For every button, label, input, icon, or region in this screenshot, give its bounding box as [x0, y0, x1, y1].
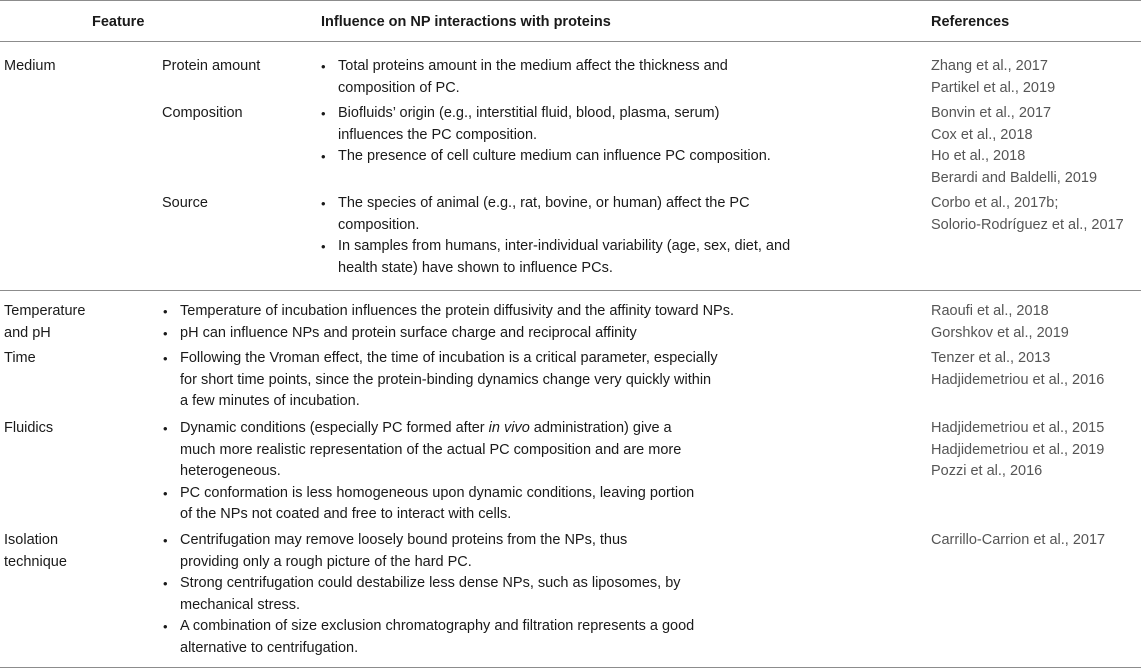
reference: Gorshkov et al., 2019 — [931, 324, 1069, 341]
fluidics-bullets — [158, 418, 698, 526]
sub-source: Source — [162, 195, 208, 211]
reference: Zhang et al., 2017 — [931, 58, 1048, 74]
composition-refs — [931, 103, 1097, 189]
temperature-refs — [931, 301, 1069, 344]
medium-rule — [0, 290, 1141, 291]
bullet-icon: • — [321, 106, 326, 121]
reference: Berardi and Baldelli, 2019 — [931, 169, 1098, 186]
time-bullets — [158, 348, 718, 413]
source-refs — [931, 193, 1124, 236]
reference: Solorio-Rodríguez et al., 2017 — [931, 216, 1124, 233]
list-item: • Biofluids’ origin (e.g., interstitial fluid, blood, plasma, serum) influences the PC composition. — [321, 105, 720, 143]
bullet-icon: • — [163, 619, 168, 634]
reference: Corbo et al., 2017b; — [931, 195, 1059, 211]
feature-time: Time — [4, 350, 36, 366]
list-item: • The presence of cell culture medium can influence PC composition. — [316, 146, 806, 168]
bullet-icon: • — [163, 351, 168, 366]
protein-amount-refs — [931, 56, 1055, 99]
list-item: • Strong centrifugation could destabilize less dense NPs, such as liposomes, by mechanical stress. — [163, 575, 681, 613]
bullet-icon: • — [163, 325, 168, 341]
isolation-refs — [931, 530, 1105, 552]
header-references: References — [931, 14, 1010, 30]
composition-bullets — [316, 103, 806, 168]
reference: Bonvin et al., 2017 — [931, 105, 1052, 121]
time-refs — [931, 348, 1104, 391]
reference: Cox et al., 2018 — [931, 126, 1033, 143]
sub-protein-amount: Protein amount — [162, 58, 261, 74]
bullet-icon: • — [321, 149, 326, 164]
reference: Pozzi et al., 2016 — [931, 463, 1043, 479]
header-influence: Influence on NP interactions with proteins — [321, 14, 611, 30]
isolation-bullets — [158, 530, 698, 659]
header-rule — [0, 41, 1141, 42]
bullet-icon: • — [321, 196, 326, 211]
source-bullets — [316, 193, 796, 279]
reference: Raoufi et al., 2018 — [931, 303, 1049, 319]
reference: Ho et al., 2018 — [931, 148, 1026, 164]
list-item: • Total proteins amount in the medium affect the thickness and composition of PC. — [321, 58, 728, 96]
reference: Hadjidemetriou et al., 2015 — [931, 420, 1105, 436]
bullet-icon: • — [321, 59, 326, 74]
bullet-icon: • — [163, 533, 168, 548]
list-item: • A combination of size exclusion chromatography and filtration represents a good alternative to centrifugation. — [163, 618, 695, 656]
list-item: • The species of animal (e.g., rat, bovine, or human) affect the PC composition. — [321, 195, 750, 233]
list-item: • Temperature of incubation influences the protein diffusivity and the affinity toward NPs. — [158, 301, 838, 323]
feature-temperature-ph: Temperature and pH — [4, 303, 86, 341]
list-item: • Centrifugation may remove loosely bound proteins from the NPs, thus providing only a rough picture of the hard PC. — [163, 532, 628, 570]
feature-isolation-technique: Isolation technique — [4, 532, 67, 570]
feature-medium: Medium — [4, 58, 56, 74]
list-item: • In samples from humans, inter-individual variability (age, sex, diet, and health state) have shown to influence PCs. — [321, 238, 791, 276]
reference: Hadjidemetriou et al., 2016 — [931, 371, 1105, 388]
reference: Partikel et al., 2019 — [931, 79, 1056, 96]
list-item: • pH can influence NPs and protein surface charge and reciprocal affinity — [158, 323, 838, 345]
reference: Carrillo-Carrion et al., 2017 — [931, 532, 1106, 548]
header-feature: Feature — [92, 14, 145, 30]
temperature-bullets — [158, 301, 838, 344]
fluidics-refs — [931, 418, 1104, 483]
protein-amount-bullets — [316, 56, 786, 99]
top-rule — [0, 0, 1141, 1]
feature-fluidics: Fluidics — [4, 420, 54, 436]
sub-composition: Composition — [162, 105, 243, 121]
bullet-icon: • — [163, 304, 168, 319]
bullet-icon: • — [321, 239, 326, 254]
reference: Tenzer et al., 2013 — [931, 350, 1051, 366]
reference: Hadjidemetriou et al., 2019 — [931, 441, 1105, 458]
list-item: • Dynamic conditions (especially PC formed after in vivo administration) give a much more realistic representation of the actual PC composition and are more heterogeneous. — [163, 420, 682, 479]
bullet-icon: • — [163, 576, 168, 591]
bottom-rule — [0, 667, 1141, 668]
list-item: • Following the Vroman effect, the time of incubation is a critical parameter, especially for short time points, since the protein-binding dynamics change very quickly within a few minutes of incubation. — [163, 350, 718, 409]
bullet-icon: • — [163, 421, 168, 436]
bullet-icon: • — [163, 485, 168, 501]
list-item: • PC conformation is less homogeneous upon dynamic conditions, leaving portion of the NPs not coated and free to interact with cells. — [163, 484, 695, 522]
